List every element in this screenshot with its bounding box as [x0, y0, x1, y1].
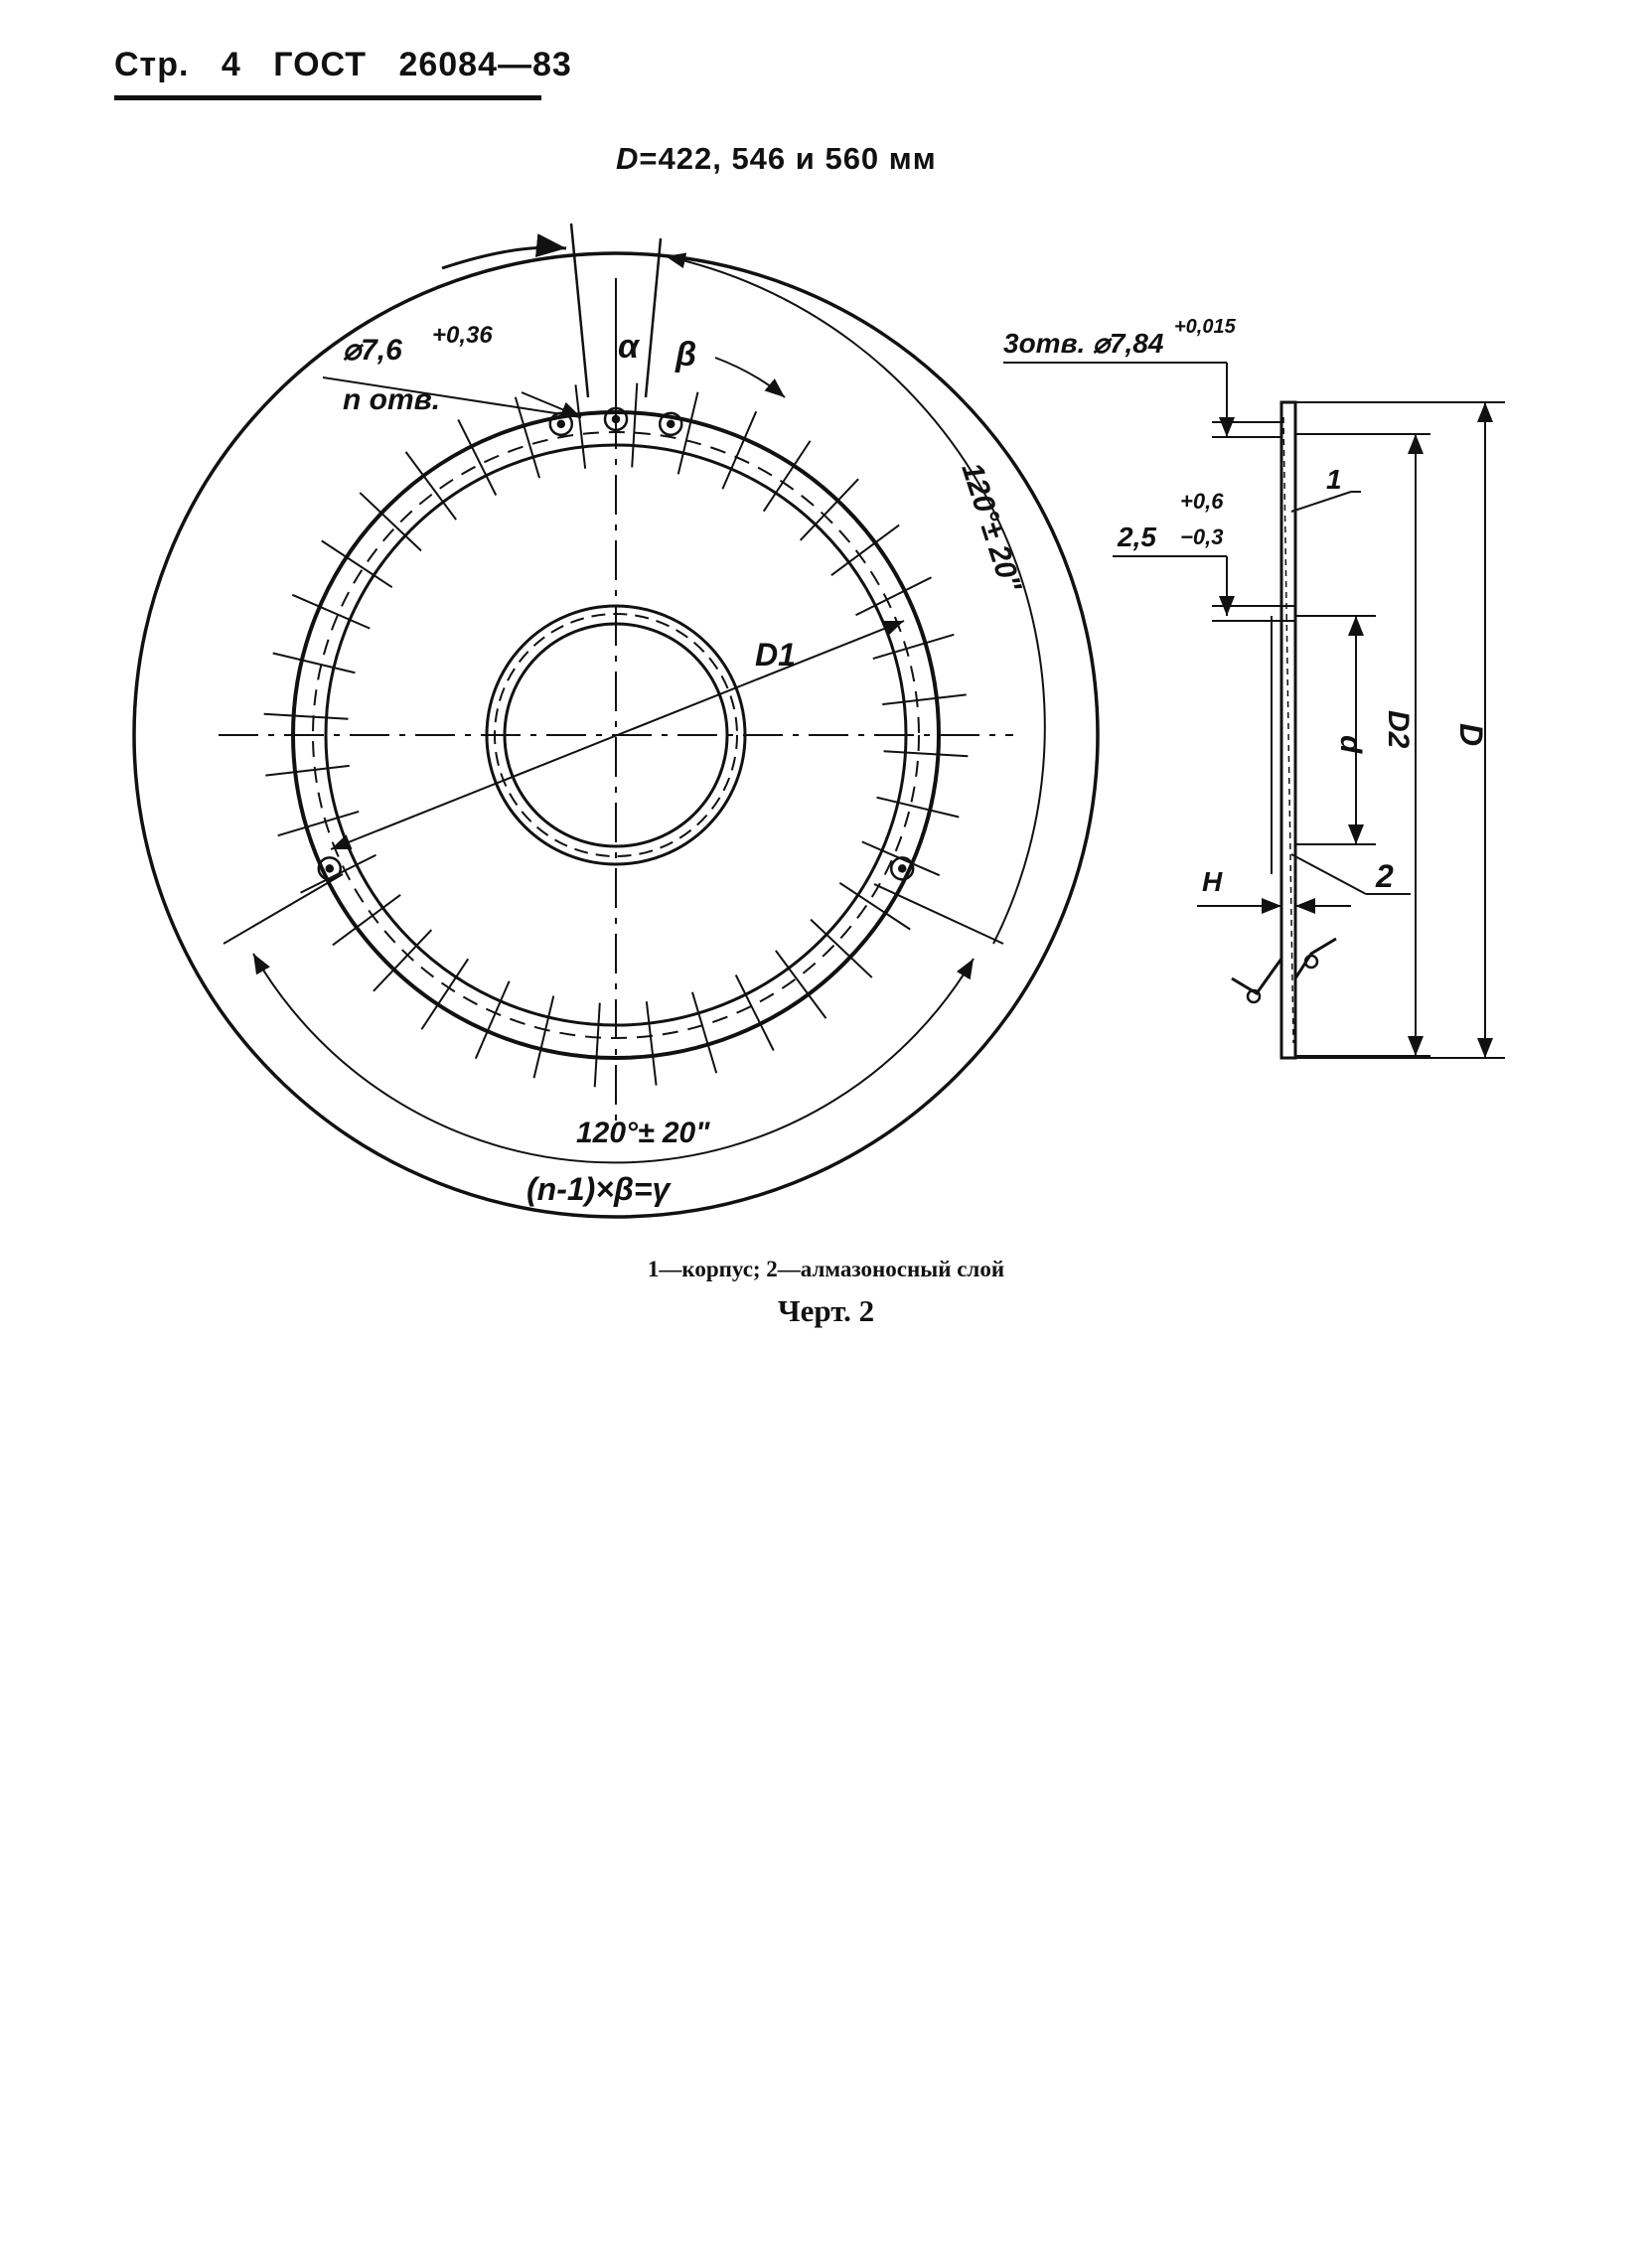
- page-label: Стр.: [114, 46, 190, 83]
- segment-slot: [736, 975, 774, 1051]
- side-holes-label: 3отв. ⌀7,84: [1003, 328, 1164, 359]
- segment-slot: [264, 714, 349, 719]
- segment-slot: [877, 798, 960, 818]
- segment-slot: [692, 992, 716, 1073]
- standard-label: ГОСТ: [273, 46, 367, 83]
- hole-count-label: n отв.: [343, 383, 441, 416]
- cooling-hole-center: [327, 865, 333, 871]
- bottom-angle-extension-left: [224, 874, 343, 944]
- beta-label: β: [676, 336, 697, 374]
- thickness-label: 2,5: [1118, 522, 1156, 552]
- hole-spec-label: ⌀7,6: [343, 334, 402, 367]
- right-angle-extension: [874, 884, 1003, 944]
- side-view: [1003, 363, 1505, 1058]
- segment-slot: [647, 1001, 657, 1085]
- front-view: [134, 224, 1098, 1217]
- standard-number: 26084—83: [398, 46, 572, 83]
- figure-caption: Черт. 2: [777, 1293, 875, 1328]
- beta-arc-arrow: [715, 358, 785, 397]
- page-number: 4: [221, 46, 241, 83]
- segment-slot: [856, 577, 932, 615]
- segment-slot: [278, 812, 359, 835]
- alpha-label: α: [618, 328, 640, 366]
- arc-formula-label: (n-1)×β=γ: [526, 1171, 671, 1207]
- dim-D2-label: D2: [1382, 710, 1415, 749]
- callout-1-leader: [1291, 492, 1351, 512]
- drawing-title-values: =422, 546 и 560 мм: [639, 141, 937, 176]
- thickness-tol-up-label: +0,6: [1180, 489, 1224, 514]
- alpha-extension-left: [571, 224, 588, 397]
- drawing-title-symbol: D: [616, 141, 640, 176]
- dim-D-label: D: [1453, 723, 1489, 747]
- segment-slot: [458, 419, 496, 495]
- segment-slot: [882, 694, 966, 704]
- callout-1-label: 1: [1326, 464, 1342, 495]
- thickness-tol-down-label: −0,3: [1180, 524, 1224, 549]
- segment-slot: [595, 1003, 600, 1088]
- alpha-extension-right: [646, 238, 661, 397]
- angle-right-label: 120°± 20": [955, 458, 1028, 597]
- segment-slot: [273, 654, 356, 673]
- segment-slot: [873, 635, 954, 659]
- cooling-hole-center: [899, 865, 905, 871]
- d1-label: D1: [755, 637, 796, 673]
- hole-tolerance-label: +0,36: [432, 322, 493, 349]
- segment-slot: [632, 383, 637, 468]
- side-body: [1281, 402, 1295, 1058]
- side-holes-tol-label: +0,015: [1174, 316, 1236, 338]
- segment-slot: [575, 384, 585, 468]
- callout-2-leader: [1291, 854, 1366, 894]
- dim-d-label: d: [1334, 735, 1367, 754]
- segment-slot: [884, 751, 969, 756]
- dim-H-label: H: [1202, 866, 1223, 897]
- callout-2-label: 2: [1376, 858, 1394, 894]
- segment-slot: [678, 392, 698, 475]
- segment-slot: [534, 996, 554, 1079]
- cooling-hole-center: [558, 421, 564, 427]
- roughness-mark-left: [1232, 959, 1281, 993]
- cooling-hole-center: [668, 421, 674, 427]
- angle-bottom-label: 120°± 20": [576, 1117, 710, 1149]
- legend: 1—корпус; 2—алмазоносный слой: [647, 1257, 1005, 1281]
- segment-slot: [265, 766, 349, 776]
